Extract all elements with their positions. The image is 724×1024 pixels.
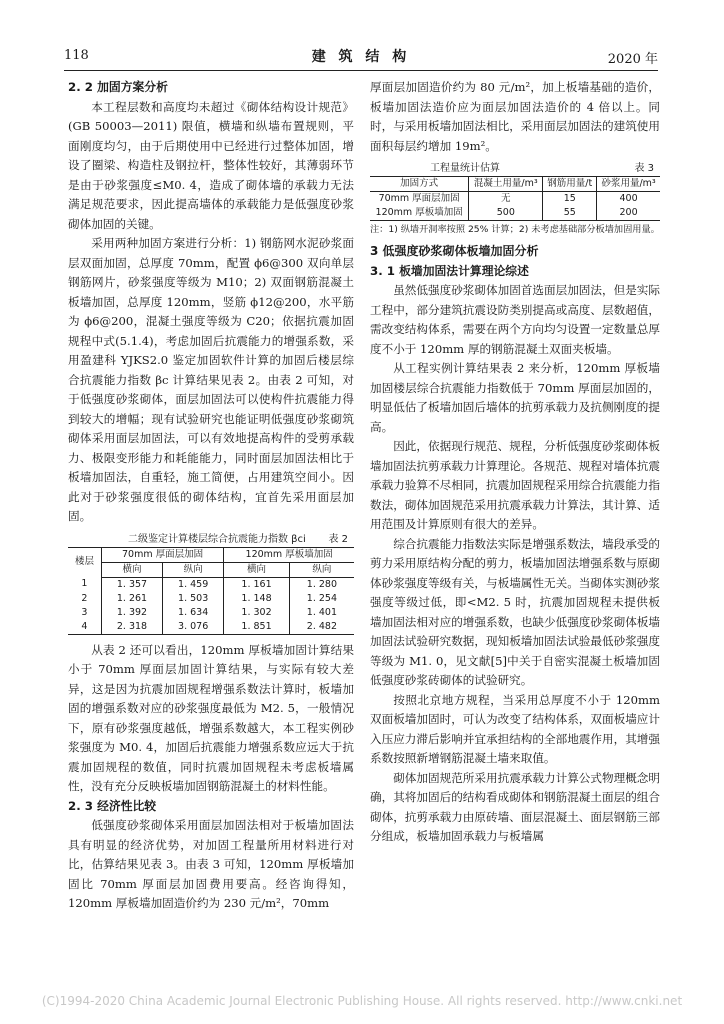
table-cell: 无 [469, 192, 543, 207]
table-cell: 1. 503 [163, 592, 224, 606]
paragraph: 从工程实例计算结果表 2 来分析，120mm 厚板墙加固楼层综合抗震能力指数低于 70mm 厚面层加固的，明显低估了板墙加固后墙体的抗剪承载力及抗侧刚度的提高。 [370, 361, 660, 434]
table-3-label: 表 3 [634, 163, 654, 174]
section-3-1-heading: 3. 1 板墙加固法计算理论综述 [370, 263, 529, 278]
right-column [370, 78, 660, 847]
table-cell: 200 [597, 206, 660, 221]
table-row [68, 577, 354, 592]
table-2-label: 表 2 [328, 533, 348, 545]
table-row [370, 192, 660, 207]
table-cell: 120mm 厚板墙加固 [370, 206, 469, 221]
section-2-2-heading: 2. 2 加固方案分析 [68, 80, 168, 94]
table-2 [68, 547, 354, 635]
table-row [370, 206, 660, 221]
table-3-caption [370, 162, 660, 176]
table-header-group-1: 70mm 厚面层加固 [101, 547, 223, 562]
table-cell: 500 [469, 206, 543, 221]
table-cell: 1. 254 [306, 592, 338, 604]
table-header-group-2: 120mm 厚板墙加固 [224, 547, 354, 562]
paragraph: 低强度砂浆砌体采用面层加固法相对于板墙加固法具有明显的经济优势，对加固工程量所用材料进行对比，估算结果见表 3。由表 3 可知，120mm 厚板墙加固比 70mm 厚面层加固费用要高。经咨询得知，120mm 厚板墙加固造价约为 230 元/m²，70mm [68, 818, 354, 910]
table-cell: 1. 401 [306, 606, 338, 618]
table-cell: 3 [68, 606, 101, 620]
table-cell: 2 [68, 592, 101, 606]
paragraph: 采用两种加固方案进行分析：1) 钢筋网水泥砂浆面层双面加固，总厚度 70mm，配置 ϕ6@300 双向单层钢筋网片，砂浆强度等级为 M10；2) 双面钢筋混凝土板墙加固，总厚度 120mm，竖筋 ϕ12@200，水平筋为 ϕ6@200，混凝土强度等级为 C20；依据抗震加固规程中式(5.1.4)，考虑加固后抗震能力的增强系数，采用盈建科 YJKS2.0 鉴定加固软件计算的加固后楼层综合抗震能力指数 βc 计算结果见表 2。由表 2 可知，对于低强度砂浆砌体，面层加固法可以使构件抗震能力得到较大的增幅；现有试验研究也能证明低强度砂浆砌筑砌体采用面层加固法，可以有效地提高构件的受剪承载力、极限变形能力和耗能能力，同时面层加固法相比于板墙加固法，自重轻，施工简便，占用建筑空间小。因此对于砂浆强度很低的砌体结构，宜首先采用面层加固。 [68, 236, 354, 523]
paragraph-continued: 厚面层加固造价约为 80 元/m²，加上板墙基础的造价，板墙加固法造价应为面层加固法造价的 4 倍以上。同时，与采用板墙加固法相比，采用面层加固法的建筑使用面积每层约增加 19m²。 [370, 80, 660, 153]
table-cell: 1. 459 [163, 577, 224, 592]
running-header [64, 46, 658, 66]
table-3-title: 工程量统计估算 [430, 163, 500, 174]
paragraph: 砌体加固规范所采用抗震承载力计算公式物理概念明确，其将加固后的结构看成砌体和钢筋混凝土面层的组合砌体，抗剪承载力由原砖墙、面层混凝土、面层钢筋三部分组成，板墙加固承载力与板墙属 [370, 770, 660, 843]
journal-title: 建 筑 结 构 [311, 49, 411, 65]
table-subheader-transverse: 横向 [101, 562, 162, 577]
page-number: 118 [64, 48, 89, 63]
section-2-3-heading: 2. 3 经济性比较 [68, 798, 157, 813]
table-cell: 400 [619, 193, 638, 204]
table-subheader-longitudinal: 纵向 [289, 562, 354, 577]
paragraph: 从表 2 还可以看出，120mm 厚板墙加固计算结果小于 70mm 厚面层加固计算结果，与实际有较大差异，这是因为抗震加固规程增强系数法计算时，板墙加固的增强系数对应的砂浆强度最低为 M2. 5，一般情况下，原有砂浆强度越低，增强系数越大，本工程实例砂浆强度为 M0. 4，加固后抗震能力增强系数应远大于抗震加固规程的数值，同时抗震加固规程未考虑板墙属性，没有充分反映板墙加固钢筋混凝土的材料性能。 [68, 642, 354, 793]
table-subheader-longitudinal: 纵向 [163, 562, 224, 577]
table-cell: 1. 161 [224, 577, 290, 592]
table-cell: 1. 634 [163, 606, 224, 620]
paragraph: 综合抗震能力指数法实际是增强系数法，墙段承受的剪力采用原结构分配的剪力，板墙加固法增强系数与原砌体砂浆强度等级有关，与板墙属性无关。当砌体实测砂浆强度等级过低，即<M2. 5 时，抗震加固规程未提供板墙加固法相对应的增强系数，也缺少低强度砂浆砌体板墙加固法试验研究数据，现知板墙加固法试验最低砂浆强度等级为 M1. 0，见文献[5]中关于自密实混凝土板墙加固低强度砂浆砖砌体的试验研究。 [370, 536, 660, 687]
table-cell: 15 [543, 192, 597, 207]
table-cell: 1 [68, 577, 101, 592]
table-cell: 2. 482 [289, 620, 354, 635]
header-rule [64, 70, 658, 71]
table-subheader-transverse: 横向 [224, 562, 290, 577]
table-cell: 1. 148 [224, 592, 290, 606]
section-3-heading: 3 低强度砂浆砌体板墙加固分析 [370, 244, 539, 258]
paragraph: 按照北京地方规程，当采用总厚度不小于 120mm 双面板墙加固时，可认为改变了结构体系，双面板墙应计入压应力滞后影响并宜承担结构的全部地震作用，其增强系数按照新增钢筋混凝土墙来取值。 [370, 692, 660, 765]
paragraph: 因此，依据现行规范、规程，分析低强度砂浆砌体板墙加固法抗剪承载力计算理论。各规范、规程对墙体抗震承载力验算不尽相同，抗震加固规程采用综合抗震能力指数法，砌体加固规范采用抗震承载力计算法，其计算、适用范围及计算原则有很大的差异。 [370, 439, 660, 531]
table-row [68, 606, 354, 620]
table-header: 加固方式 [370, 177, 469, 192]
table-cell: 1. 280 [306, 578, 338, 590]
paragraph: 本工程层数和高度均未超过《砌体结构设计规范》(GB 50003—2011) 限值，横墙和纵墙布置规则，平面刚度均匀，由于后期使用中已经进行过整体加固，增设了圈梁、构造柱及钢拉杆，整体性较好，其薄弱环节是由于砂浆强度≤M0. 4，造成了砌体墙的承载力无法满足规范要求，因此提高墙体的承载能力是低强度砂浆砌体加固的关键。 [68, 99, 354, 231]
table-header: 砂浆用量/m³ [597, 177, 660, 192]
table-3 [370, 176, 660, 221]
table-cell: 1. 392 [101, 606, 162, 620]
table-header: 钢筋用量/t [543, 177, 597, 192]
table-3-note: 注：1) 纵墙开洞率按照 25% 计算；2) 未考虑基础部分板墙加固用量。 [370, 224, 660, 235]
table-cell: 2. 318 [101, 620, 162, 635]
table-cell: 55 [543, 206, 597, 221]
table-cell: 1. 261 [101, 592, 162, 606]
table-2-title: 二级鉴定计算楼层综合抗震能力指数 βci [128, 533, 306, 545]
table-cell: 4 [68, 620, 101, 635]
table-cell: 70mm 厚面层加固 [370, 192, 469, 207]
table-cell: 1. 851 [224, 620, 290, 635]
table-cell: 1. 357 [101, 577, 162, 592]
table-row [68, 592, 354, 606]
left-column [68, 78, 354, 914]
table-row [68, 620, 354, 635]
table-2-caption [68, 533, 354, 547]
paragraph: 虽然低强度砂浆砌体加固首选面层加固法，但是实际工程中，部分建筑抗震设防类别提高或高度、层数超值，需改变结构体系，需要在两个方向均匀设置一定数量总厚度不小于 120mm 厚的钢筋混凝土双面夹板墙。 [370, 283, 660, 356]
table-header: 混凝土用量/m³ [469, 177, 543, 192]
issue-year: 2020 年 [607, 52, 658, 67]
copyright-watermark: (C)1994-2020 China Academic Journal Electronic Publishing House. All rights reserved. http://www.cnki.net [41, 994, 683, 1008]
table-header-floor: 楼层 [68, 547, 101, 577]
table-cell: 1. 302 [224, 606, 290, 620]
table-cell: 3. 076 [163, 620, 224, 635]
